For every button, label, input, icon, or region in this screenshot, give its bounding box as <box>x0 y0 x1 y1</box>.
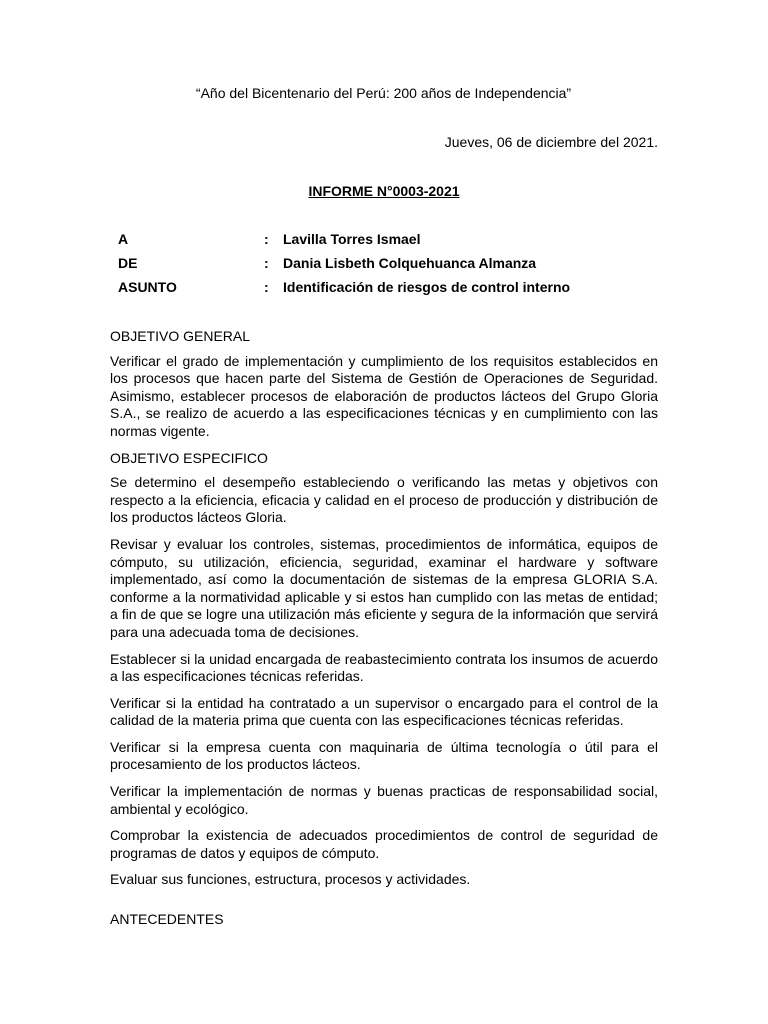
memo-row-to <box>118 227 570 251</box>
report-title: INFORME N°0003-2021 <box>308 183 460 199</box>
specific-objective-paragraph: Verificar la implementación de normas y buenas practicas de responsabilidad social, ambiental y ecológico. <box>110 783 658 817</box>
memo-value: Dania Lisbeth Colquehuanca Almanza <box>283 255 537 271</box>
memo-value: Identificación de riesgos de control interno <box>283 279 571 295</box>
specific-objective-paragraph: Revisar y evaluar los controles, sistemas, procedimientos de informática, equipos de cómputo, su utilización, eficiencia, seguridad, examinar el hardware y software implementado, así como la documentación de sistemas de la empresa GLORIA S.A. conforme a la normatividad aplicable y si estos han cumplido con las metas de entidad; a fin de que se logre una utilización más eficiente y segura de la información que servirá para una adecuada toma de decisiones. <box>110 535 658 640</box>
specific-objective-heading: OBJETIVO ESPECIFICO <box>110 449 268 466</box>
memo-colon: : <box>264 231 269 247</box>
general-objective-paragraph: Verificar el grado de implementación y cumplimiento de los requisitos establecidos en los procesos que hacen parte del Sistema de Gestión de Operaciones de Seguridad. Asimismo, establecer procesos de elaboración de productos lácteos del Grupo Gloria S.A., se realizo de acuerdo a las especificaciones técnicas y en cumplimiento con las normas vigente. <box>110 352 658 439</box>
memo-key: A <box>118 231 129 247</box>
motto-line: “Año del Bicentenario del Perú: 200 años de Independencia” <box>195 85 572 101</box>
memo-colon: : <box>264 255 269 271</box>
specific-objective-paragraph: Verificar si la entidad ha contratado a un supervisor o encargado para el control de la calidad de la materia prima que cuenta con las especificaciones técnicas referidas. <box>110 694 658 729</box>
date-line: Jueves, 06 de diciembre del 2021. <box>444 134 658 150</box>
memo-row-from <box>118 251 570 275</box>
antecedentes-heading: ANTECEDENTES <box>110 911 224 927</box>
specific-objective-paragraph: Evaluar sus funciones, estructura, procesos y actividades. <box>110 871 471 888</box>
memo-key: DE <box>118 255 138 271</box>
memo-key: ASUNTO <box>118 279 177 295</box>
memo-row-subject <box>118 275 570 299</box>
specific-objective-paragraph: Se determino el desempeño estableciendo o verificando las metas y objetivos con respecto a la eficiencia, eficacia y calidad en el proceso de producción y distribución de los productos lácteos Gloria. <box>110 474 658 526</box>
specific-objective-paragraph: Comprobar la existencia de adecuados procedimientos de control de seguridad de programas de datos y equipos de cómputo. <box>110 827 658 861</box>
general-objective-heading: OBJETIVO GENERAL <box>110 328 251 344</box>
memo-colon: : <box>264 279 269 295</box>
memo-header-table <box>118 227 570 299</box>
document-body <box>110 328 658 898</box>
specific-objective-paragraph: Establecer si la unidad encargada de reabastecimiento contrata los insumos de acuerdo a las especificaciones técnicas referidas. <box>110 650 658 685</box>
memo-value: Lavilla Torres Ismael <box>283 231 421 247</box>
specific-objective-paragraph: Verificar si la empresa cuenta con maquinaria de última tecnología o útil para el procesamiento de los productos lácteos. <box>110 738 658 773</box>
